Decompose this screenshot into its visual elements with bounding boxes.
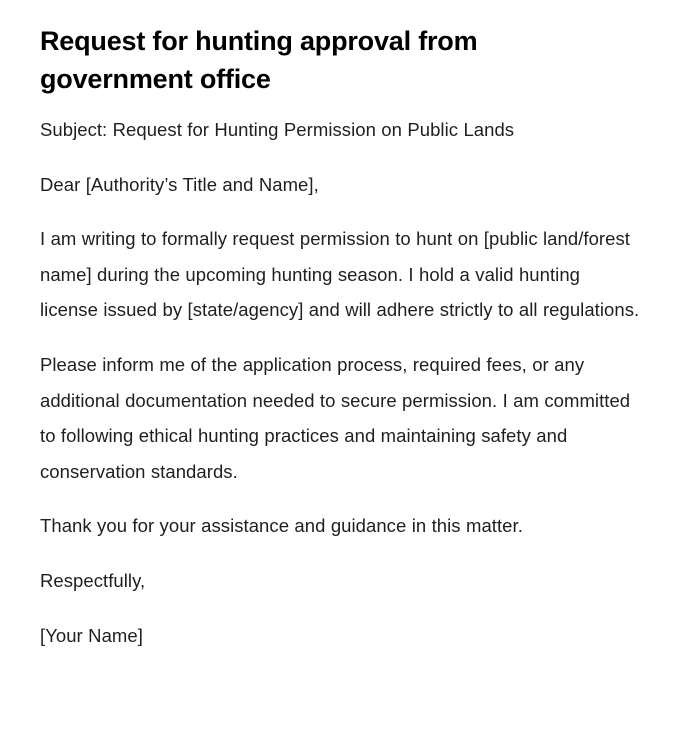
closing-thanks: Thank you for your assistance and guidance in this matter. (40, 515, 523, 537)
salutation: Dear [Authority’s Title and Name], (40, 173, 319, 195)
body-paragraph-2: Please inform me of the application process, required fees, or any additional documentation needed to secure permission. I am committed to following ethical hunting practices and maintaining safety and conservation standards. (40, 353, 631, 482)
signature-name: [Your Name] (40, 624, 143, 646)
body-paragraph-1: I am writing to formally request permission to hunt on [public land/forest name] during the upcoming hunting season. I hold a valid hunting license issued by [state/agency] and will adhere strictly to all regulations. (40, 228, 640, 321)
page-title: Request for hunting approval from government office (40, 26, 478, 94)
letter-body (40, 112, 660, 653)
subject-line: Subject: Request for Hunting Permission on Public Lands (40, 119, 515, 140)
sign-off: Respectfully, (40, 569, 146, 591)
